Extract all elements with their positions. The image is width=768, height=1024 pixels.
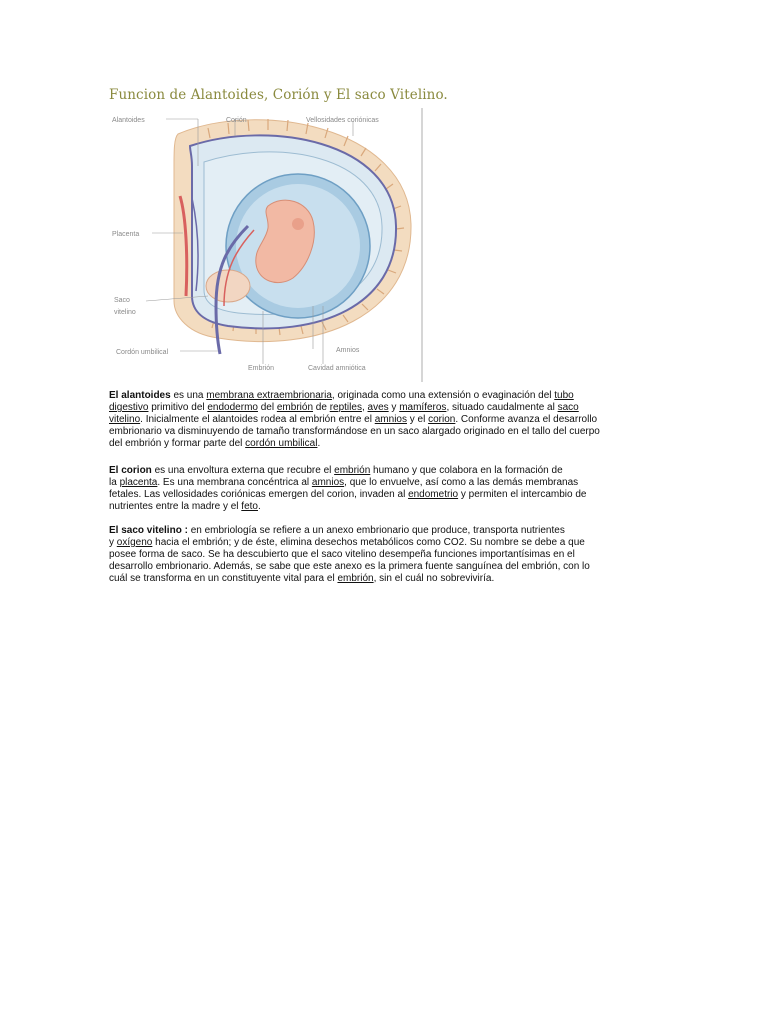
label-cordon: Cordón umbilical (116, 349, 169, 356)
label-placenta: Placenta (112, 231, 140, 238)
page-title: Funcion de Alantoides, Corión y El saco Vitelino. (109, 87, 448, 103)
link-embrion[interactable]: embrión (334, 465, 371, 476)
text: la (109, 477, 120, 489)
text: y permiten el intercambio de (458, 489, 587, 501)
text: hacia el embrión; y de éste, elimina desechos metabólicos como CO2. Su nombre se debe a que (152, 537, 585, 549)
link-digestivo[interactable]: digestivo (109, 402, 149, 414)
label-corion: Corión (226, 117, 247, 124)
label-saco-line1: Saco (114, 297, 130, 304)
paragraph-alantoides (109, 390, 654, 450)
link-oxigeno[interactable]: oxígeno (116, 537, 153, 549)
link-reptiles[interactable]: reptiles (329, 402, 362, 414)
link-corion[interactable]: corion (428, 414, 456, 426)
text: embrionario va disminuyendo de tamaño transformándose en un saco alargado originado en el tallo del cuerpo (109, 426, 600, 438)
link-membrana-extraembrionaria[interactable]: membrana extraembrionaria (206, 390, 332, 401)
text: de (313, 402, 330, 414)
link-embrion[interactable]: embrión (276, 402, 314, 414)
text: . (257, 501, 261, 513)
link-saco[interactable]: saco (557, 402, 579, 414)
text: y el (406, 414, 429, 426)
text: , situado caudalmente al (446, 402, 558, 414)
text: posee forma de saco. Se ha descubierto que el saco vitelino desempeña funciones importantísimas en el (109, 549, 575, 561)
text: fetales. Las vellosidades coriónicas emergen del corion, invaden al (109, 489, 409, 501)
text: del (257, 402, 277, 414)
link-aves[interactable]: aves (367, 402, 389, 414)
link-endodermo[interactable]: endodermo (207, 402, 258, 414)
text: cuál se transforma en un constituyente vital para el (109, 573, 338, 585)
text: y (109, 537, 117, 549)
text: , sin el cuál no sobreviviría. (373, 573, 495, 585)
text: es una (170, 390, 207, 401)
text: , (361, 402, 368, 414)
text: , originada como una extensión o evaginación del (331, 390, 555, 401)
label-vellosidades: Vellosidades coriónicas (306, 117, 379, 124)
label-amnios: Amnios (336, 347, 360, 354)
term-corion: El corion (109, 465, 152, 476)
label-embrion: Embrión (248, 365, 275, 372)
text: y (388, 402, 400, 414)
label-saco-line2: vitelino (114, 309, 136, 316)
term-alantoides: El alantoides (109, 390, 171, 401)
label-cavidad: Cavidad amniótica (308, 365, 366, 372)
embryo-diagram (108, 106, 426, 384)
label-alantoides: Alantoides (112, 117, 145, 124)
text: . Es una membrana concéntrica al (157, 477, 312, 489)
link-endometrio[interactable]: endometrio (408, 489, 459, 501)
paragraph-corion (109, 465, 654, 513)
text: humano y que colabora en la formación de (370, 465, 563, 476)
link-cordon-umbilical[interactable]: cordón umbilical (245, 438, 318, 450)
text: . Inicialmente el alantoides rodea al embrión entre el (140, 414, 375, 426)
text: . (317, 438, 321, 450)
text: . Conforme avanza el desarrollo (455, 414, 598, 426)
link-vitelino[interactable]: vitelino (109, 414, 141, 426)
text: , que lo envuelve, así como a las demás membranas (344, 477, 579, 489)
text: desarrollo embrionario. Además, se sabe que este anexo es la primera fuente sanguínea del embrión, con lo (109, 561, 590, 573)
text: del embrión y formar parte del (109, 438, 246, 450)
link-feto[interactable]: feto (241, 501, 258, 513)
term-saco-vitelino: El saco vitelino : (109, 525, 188, 536)
paragraph-saco-vitelino (109, 525, 654, 585)
link-tubo[interactable]: tubo (554, 390, 574, 401)
text: es una envoltura externa que recubre el (151, 465, 335, 476)
text: en embriología se refiere a un anexo embrionario que produce, transporta nutrientes (187, 525, 565, 536)
link-placenta[interactable]: placenta (119, 477, 158, 489)
link-amnios[interactable]: amnios (311, 477, 345, 489)
link-mamiferos[interactable]: mamíferos (399, 402, 447, 414)
link-amnios[interactable]: amnios (374, 414, 407, 426)
text: nutrientes entre la madre y el (109, 501, 242, 513)
text: primitivo del (148, 402, 208, 414)
link-embrion[interactable]: embrión (337, 573, 374, 585)
